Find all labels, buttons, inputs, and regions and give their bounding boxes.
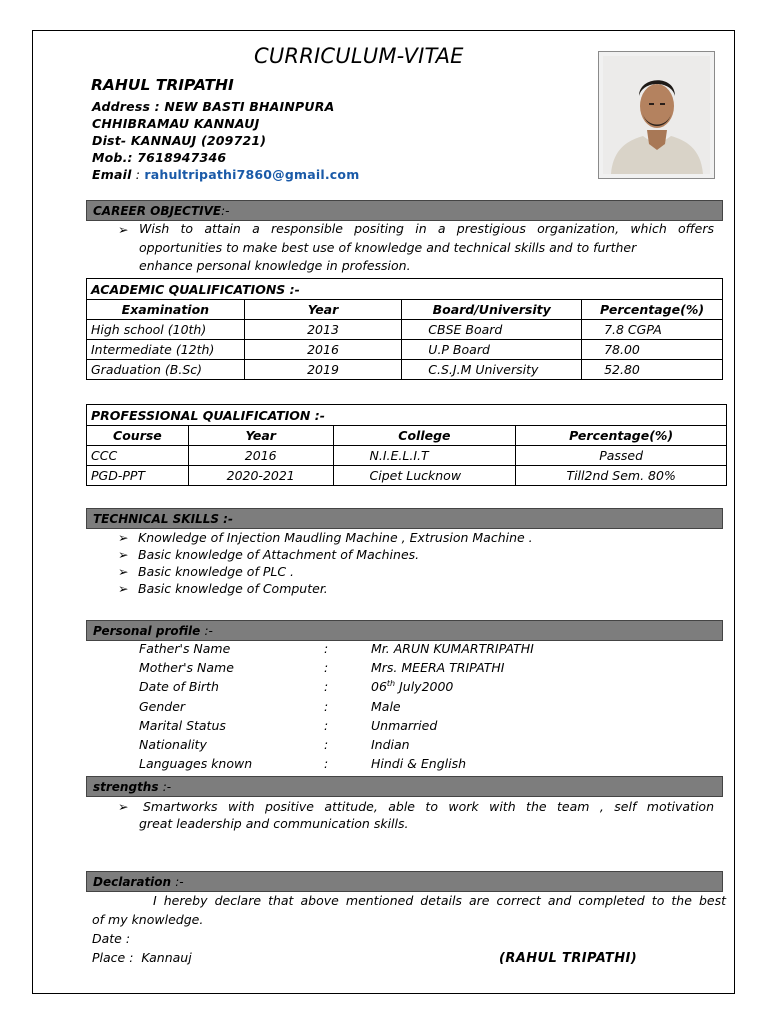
strengths-text: Smartworks with positive attitude, able to work with the team , self motivation great leadership and communication skills. [139,799,714,831]
column-header: Examination [87,300,245,320]
arrow-bullet-icon: ➢ [118,799,129,814]
table-row: High school (10th) 2013 CBSE Board 7.8 CGPA [87,320,723,340]
address-line-3: Dist- KANNAUJ (209721) [92,133,267,148]
declaration-text: I hereby declare that above mentioned details are correct and completed to the best of my knowledge. [92,893,726,927]
address-line-2: CHHIBRAMAU KANNAUJ [92,116,260,131]
column-header: Course [87,426,189,446]
date-field: Date : [92,931,131,946]
list-item: ➢ Basic knowledge of Computer. [118,581,328,596]
email-line: Email : rahultripathi7860@gmail.com [92,167,360,182]
column-header: College [333,426,516,446]
list-item: ➢ Knowledge of Injection Maudling Machine , Extrusion Machine . [118,530,533,545]
column-header: Year [244,300,402,320]
arrow-bullet-icon: ➢ [118,530,129,545]
arrow-bullet-icon: ➢ [118,564,129,579]
academic-title: ACADEMIC QUALIFICATIONS :- [87,279,723,300]
list-item: ➢ Basic knowledge of PLC . [118,564,294,579]
career-objective-heading: CAREER OBJECTIVE:- [86,200,723,221]
career-line: opportunities to make best use of knowledge and technical skills and to further [139,239,637,255]
arrow-bullet-icon: ➢ [118,547,129,562]
professional-title: PROFESSIONAL QUALIFICATION :- [87,405,727,426]
arrow-bullet-icon: ➢ [118,222,129,237]
document-title: CURRICULUM-VITAE [254,44,464,68]
career-line: enhance personal knowledge in profession. [139,258,411,273]
candidate-name: RAHUL TRIPATHI [91,76,234,94]
strengths-heading: strengths :- [86,776,723,797]
column-header: Percentage(%) [516,426,727,446]
email-label: Email [92,167,132,182]
table-row: CCC 2016 N.I.E.L.I.T Passed [87,446,727,466]
technical-skills-heading: TECHNICAL SKILLS :- [86,508,723,529]
table-row: Intermediate (12th) 2016 U.P Board 78.00 [87,340,723,360]
professional-table [86,404,727,486]
mobile-number: Mob.: 7618947346 [92,150,227,165]
declaration-heading: Declaration :- [86,871,723,892]
career-objective-text [139,220,714,276]
column-header: Percentage(%) [582,300,723,320]
academic-table [86,278,723,380]
place-field: Place : Kannauj [92,950,192,965]
list-item: ➢ Basic knowledge of Attachment of Machines. [118,547,420,562]
signature-name: (RAHUL TRIPATHI) [499,951,638,966]
table-row: PGD-PPT 2020-2021 Cipet Lucknow Till2nd Sem. 80% [87,466,727,486]
personal-profile-heading: Personal profile :- [86,620,723,641]
strengths-bullet [118,799,138,814]
address-line-1: Address : NEW BASTI BHAINPURA [92,99,335,114]
career-line: Wish to attain a responsible positing in a prestigious organization, which offers [139,221,714,236]
email-link[interactable]: rahultripathi7860@gmail.com [144,167,360,182]
column-header: Year [188,426,333,446]
arrow-bullet-icon: ➢ [118,581,129,596]
column-header: Board/University [402,300,582,320]
table-row: Graduation (B.Sc) 2019 C.S.J.M University 52.80 [87,360,723,380]
career-objective-bullet [118,222,138,237]
profile-photo [603,56,710,174]
